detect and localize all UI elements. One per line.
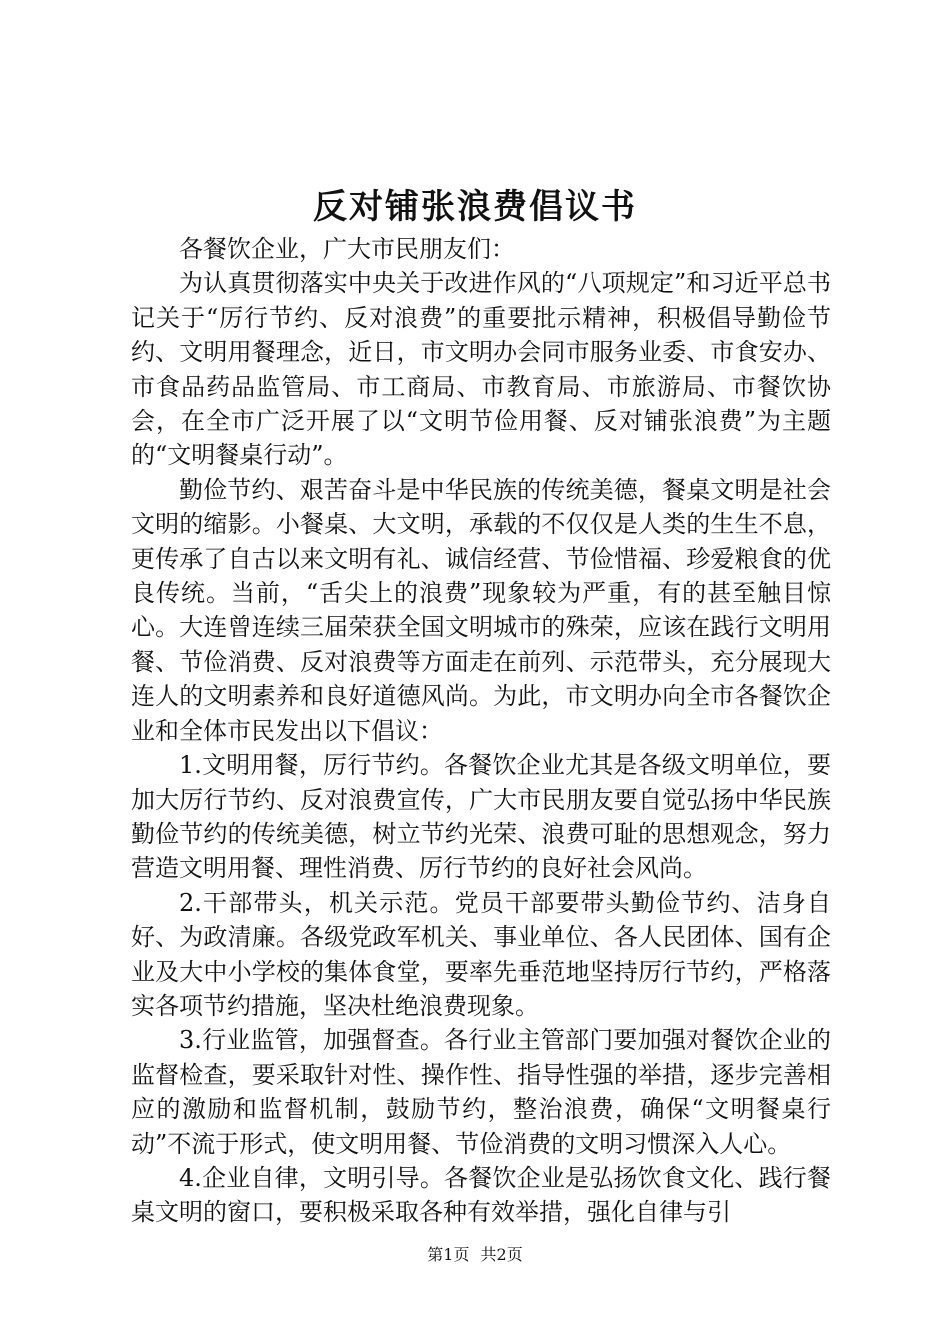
salutation-paragraph: 各餐饮企业，广大市民朋友们：: [179, 235, 515, 263]
page-footer: [0, 1244, 950, 1266]
page-number: 第1页: [427, 1245, 470, 1264]
proposal-item-4: 4.企业自律，文明引导。各餐饮企业是弘扬饮食文化、践行餐桌文明的窗口，要积极采取各种有效举措，强化自律与引: [131, 1163, 831, 1227]
document-body: [131, 232, 831, 1230]
proposal-item-2: 2.干部带头，机关示范。党员干部要带头勤俭节约、洁身自好、为政清廉。各级党政军机关、事业单位、各人民团体、国有企业及大中小学校的集体食堂，要率先垂范地坚持厉行节约，严格落实各项节约措施，坚决杜绝浪费现象。: [131, 888, 831, 1020]
proposal-item-1: 1.文明用餐，厉行节约。各餐饮企业尤其是各级文明单位，要加大厉行节约、反对浪费宣传，广大市民朋友要自觉弘扬中华民族勤俭节约的传统美德，树立节约光荣、浪费可耻的思想观念，努力营造文明用餐、理性消费、厉行节约的良好社会风尚。: [131, 751, 831, 883]
intro-paragraph: 为认真贯彻落实中央关于改进作风的“八项规定”和习近平总书记关于“厉行节约、反对浪费”的重要批示精神，积极倡导勤俭节约、文明用餐理念，近日，市文明办会同市服务业委、市食安办、市食品药品监管局、市工商局、市教育局、市旅游局、市餐饮协会，在全市广泛开展了以“文明节俭用餐、反对铺张浪费”为主题的“文明餐桌行动”。: [131, 269, 831, 470]
proposal-item-3: 3.行业监管，加强督查。各行业主管部门要加强对餐饮企业的监督检查，要采取针对性、操作性、指导性强的举措，逐步完善相应的激励和监督机制，鼓励节约，整治浪费，确保“文明餐桌行动”不流于形式，使文明用餐、节俭消费的文明习惯深入人心。: [131, 1026, 831, 1158]
page-total: 共2页: [480, 1245, 523, 1264]
document-title: 反对铺张浪费倡议书: [313, 187, 637, 227]
background-paragraph: 勤俭节约、艰苦奋斗是中华民族的传统美德，餐桌文明是社会文明的缩影。小餐桌、大文明，承载的不仅仅是人类的生生不息，更传承了自古以来文明有礼、诚信经营、节俭惜福、珍爱粮食的优良传统。当前，“舌尖上的浪费”现象较为严重，有的甚至触目惊心。大连曾连续三届荣获全国文明城市的殊荣，应该在践行文明用餐、节俭消费、反对浪费等方面走在前列、示范带头，充分展现大连人的文明素养和良好道德风尚。为此，市文明办向全市各餐饮企业和全体市民发出以下倡议：: [131, 475, 831, 745]
